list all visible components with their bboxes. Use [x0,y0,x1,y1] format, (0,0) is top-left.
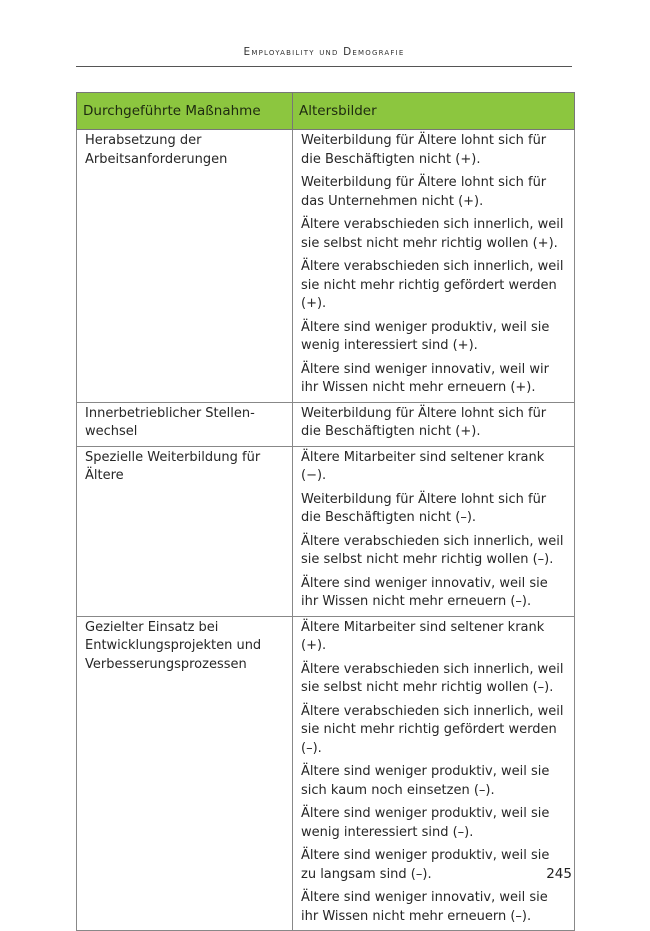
statements-cell [293,446,575,616]
column-header-age-images: Altersbilder [293,93,575,130]
table-header-row [77,93,575,130]
statement: Ältere verabschieden sich innerlich, weil sie selbst nicht mehr richtig wollen (–). [301,661,564,695]
statement: Ältere verabschieden sich innerlich, weil sie nicht mehr richtig gefördert werden (+). [301,259,564,311]
statements-cell [293,402,575,446]
statement: Ältere sind weniger innovativ, weil sie ihr Wissen nicht mehr erneuern (–). [301,890,548,924]
statement: Ältere Mitarbeiter sind seltener krank (+). [301,619,545,653]
statement: Weiterbildung für Ältere lohnt sich für die Beschäftigten nicht (+). [301,133,547,167]
header-rule [76,66,572,67]
statement: Ältere verabschieden sich innerlich, weil sie selbst nicht mehr richtig wollen (+). [301,217,564,251]
statement: Ältere sind weniger produktiv, weil sie wenig interessiert sind (–). [301,806,550,840]
statement: Ältere sind weniger innovativ, weil sie ihr Wissen nicht mehr erneuern (–). [301,575,548,609]
statement: Ältere sind weniger innovativ, weil wir ihr Wissen nicht mehr erneuern (+). [301,361,549,395]
measures-table [76,92,575,931]
statement: Ältere verabschieden sich innerlich, weil sie nicht mehr richtig gefördert werden (–). [301,703,564,756]
statement: Ältere verabschieden sich innerlich, weil sie selbst nicht mehr richtig wollen (–). [301,533,564,567]
table-row [77,616,575,931]
statement: Weiterbildung für Ältere lohnt sich für die Beschäftigten nicht (–). [301,491,547,525]
table-row [77,402,575,446]
statement: Ältere Mitarbeiter sind seltener krank (−). [301,449,545,483]
statements-cell [293,616,575,931]
statement: Ältere sind weniger produktiv, weil sie zu langsam sind (–). [301,848,550,882]
statement: Weiterbildung für Ältere lohnt sich für das Unternehmen nicht (+). [301,175,547,209]
measure-cell: Innerbetrieblicher Stellen-wechsel [77,402,293,446]
statements-cell [293,130,575,403]
measure-cell: Herabsetzung der Arbeitsanforderungen [77,130,293,403]
table-row [77,446,575,616]
page-number: 245 [546,866,572,882]
statement: Weiterbildung für Ältere lohnt sich für die Beschäftigten nicht (+). [301,405,547,439]
running-header: Employability und Demografie [243,46,405,58]
measure-cell: Spezielle Weiterbildung für Ältere [77,446,293,616]
statement: Ältere sind weniger produktiv, weil sie sich kaum noch einsetzen (–). [301,764,550,798]
measure-cell: Gezielter Einsatz bei Entwicklungsprojekten und Verbesserungsprozessen [77,616,293,931]
statement: Ältere sind weniger produktiv, weil sie wenig interessiert sind (+). [301,319,550,353]
table-row [77,130,575,403]
column-header-measure: Durchgeführte Maßnahme [77,93,293,130]
